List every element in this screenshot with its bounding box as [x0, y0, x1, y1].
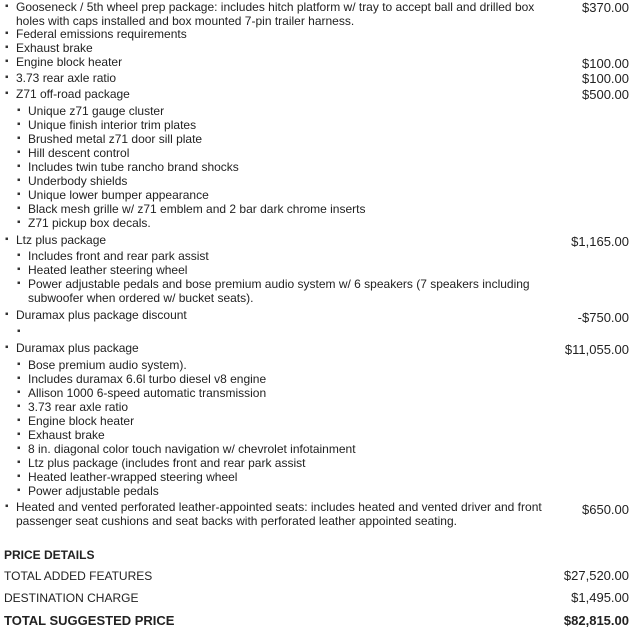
- option-name: Z71 off-road package: [16, 87, 130, 101]
- bullet-icon: ▪: [17, 415, 21, 426]
- option-name: Duramax plus package discount: [16, 308, 187, 322]
- subitem: ▪ 3.73 rear axle ratio: [17, 400, 129, 414]
- bullet-icon: ▪: [17, 133, 21, 144]
- bullet-icon: ▪: [17, 429, 21, 440]
- option-name: Exhaust brake: [16, 41, 93, 55]
- option-price: $370.00: [582, 0, 629, 15]
- option-name: Federal emissions requirements: [16, 27, 187, 41]
- option-name: Gooseneck / 5th wheel prep package: includes hitch platform w/ tray to accept ball and drilled box holes with caps installed and box mounted 7-pin trailer harness.: [16, 0, 535, 28]
- option-item: [0, 233, 632, 305]
- bullet-icon: ▪: [17, 264, 21, 275]
- bullet-icon: ▪: [17, 119, 21, 130]
- bullet-icon: ▪: [17, 387, 21, 398]
- option-subitems: [0, 358, 632, 498]
- bullet-icon: ▪: [5, 42, 9, 53]
- option-name: 3.73 rear axle ratio: [16, 71, 117, 85]
- subitem: ▪ Ltz plus package (includes front and rear park assist: [17, 456, 306, 470]
- option-subitems: [0, 249, 632, 305]
- subitem: ▪ Unique z71 gauge cluster: [17, 104, 165, 118]
- total-price-label: TOTAL SUGGESTED PRICE: [4, 613, 175, 628]
- subitem: [0, 325, 632, 339]
- subitem: ▪ Power adjustable pedals and bose premium audio system w/ 6 speakers (7 speakers including subwoofer when ordered w/ bucket seats).: [17, 277, 530, 305]
- bullet-icon: ▪: [5, 342, 9, 353]
- added-features-label: TOTAL ADDED FEATURES: [4, 569, 153, 583]
- option-item: [0, 71, 632, 85]
- bullet-icon: ▪: [17, 105, 21, 116]
- bullet-icon: ▪: [17, 485, 21, 496]
- subitem: ▪ Heated leather steering wheel: [17, 263, 188, 277]
- option-item: [0, 41, 632, 55]
- option-item: [0, 0, 632, 28]
- bullet-icon: ▪: [5, 88, 9, 99]
- bullet-icon: ▪: [5, 72, 9, 83]
- bullet-icon: ▪: [17, 278, 21, 289]
- option-name: Engine block heater: [16, 55, 123, 69]
- option-name: Ltz plus package: [16, 233, 107, 247]
- bullet-icon: ▪: [17, 373, 21, 384]
- bullet-icon: ▪: [17, 161, 21, 172]
- destination-charge-value: $1,495.00: [571, 590, 629, 605]
- bullet-icon: ▪: [17, 359, 21, 370]
- subitem: ▪ Includes twin tube rancho brand shocks: [17, 160, 239, 174]
- option-item: [0, 27, 632, 41]
- option-price: $1,165.00: [571, 234, 629, 249]
- bullet-icon: ▪: [5, 28, 9, 39]
- subitem: ▪ Brushed metal z71 door sill plate: [17, 132, 203, 146]
- bullet-icon: ▪: [17, 203, 21, 214]
- option-subitems: [0, 104, 632, 230]
- subitem: ▪ Heated leather-wrapped steering wheel: [17, 470, 238, 484]
- option-item: [0, 341, 632, 498]
- subitem: ▪ Power adjustable pedals: [17, 484, 159, 498]
- option-item: [0, 87, 632, 230]
- option-item: [0, 500, 632, 528]
- subitem: ▪ Black mesh grille w/ z71 emblem and 2 bar dark chrome inserts: [17, 202, 366, 216]
- added-features-value: $27,520.00: [563, 568, 629, 583]
- option-price: $500.00: [582, 87, 629, 102]
- destination-charge-label: DESTINATION CHARGE: [4, 591, 139, 605]
- subitem: ▪ Bose premium audio system).: [17, 358, 187, 372]
- subitem: ▪ Includes duramax 6.6l turbo diesel v8 engine: [17, 372, 267, 386]
- bullet-icon: ▪: [17, 217, 21, 228]
- option-item: [0, 308, 632, 339]
- subitem: ▪ 8 in. diagonal color touch navigation w/ chevrolet infotainment: [17, 442, 356, 456]
- option-price: $100.00: [582, 56, 629, 71]
- option-subitems: [0, 325, 632, 339]
- option-price: $100.00: [582, 71, 629, 86]
- subitem: ▪ Includes front and rear park assist: [17, 249, 209, 263]
- bullet-icon: ▪: [17, 189, 21, 200]
- option-price: $11,055.00: [564, 342, 629, 357]
- bullet-icon: ▪: [17, 250, 21, 261]
- subitem: ▪ Unique finish interior trim plates: [17, 118, 197, 132]
- bullet-icon: ▪: [5, 501, 9, 512]
- bullet-icon: ▪: [17, 147, 21, 158]
- bullet-icon: ▪: [17, 443, 21, 454]
- subitem: ▪ Engine block heater: [17, 414, 135, 428]
- subitem: ▪ Z71 pickup box decals.: [17, 216, 151, 230]
- bullet-icon: ▪: [5, 234, 9, 245]
- subitem: ▪ Hill descent control: [17, 146, 130, 160]
- option-name: Duramax plus package: [16, 341, 139, 355]
- bullet-icon: ▪: [17, 401, 21, 412]
- bullet-icon: ▪: [5, 56, 9, 67]
- subitem: ▪ Underbody shields: [17, 174, 128, 188]
- bullet-icon: ▪: [5, 309, 9, 320]
- option-price: $650.00: [582, 502, 629, 517]
- bullet-icon: ▪: [5, 1, 9, 12]
- bullet-icon: ▪: [17, 175, 21, 186]
- bullet-icon: ▪: [17, 326, 21, 337]
- subitem: ▪ Unique lower bumper appearance: [17, 188, 209, 202]
- bullet-icon: ▪: [17, 471, 21, 482]
- subitem: ▪ Exhaust brake: [17, 428, 105, 442]
- price-details-heading: PRICE DETAILS: [4, 548, 95, 562]
- total-price-value: $82,815.00: [563, 613, 629, 628]
- option-item: [0, 55, 632, 69]
- option-price: -$750.00: [577, 310, 629, 325]
- subitem: ▪ Allison 1000 6-speed automatic transmission: [17, 386, 267, 400]
- bullet-icon: ▪: [17, 457, 21, 468]
- option-name: Heated and vented perforated leather-appointed seats: includes heated and vented driver and front passenger seat cushions and seat backs with perforated leather appointed seating.: [16, 500, 542, 528]
